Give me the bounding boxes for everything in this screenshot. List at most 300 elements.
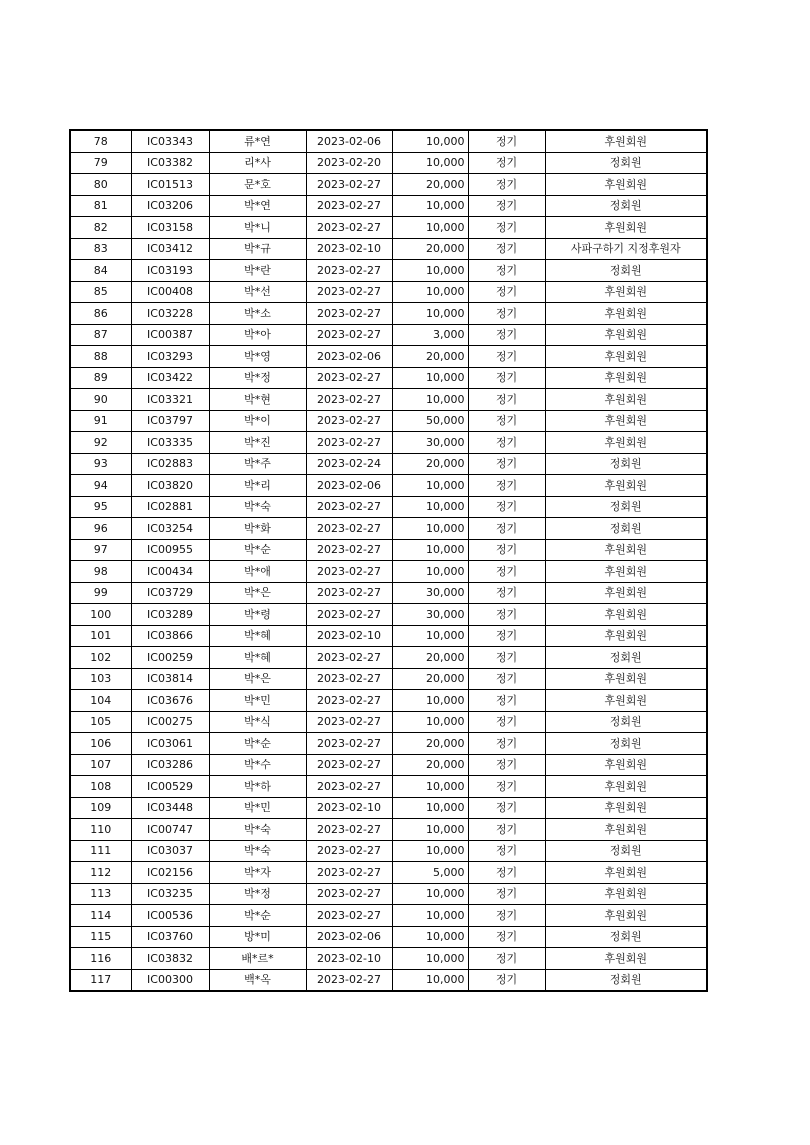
donor-id-cell: IC03228: [131, 303, 209, 325]
table-row: [70, 625, 707, 647]
donation-amount-cell: 10,000: [392, 496, 468, 518]
table-row: [70, 303, 707, 325]
donation-type-cell: 정기: [468, 432, 545, 454]
donation-amount-cell: 10,000: [392, 819, 468, 841]
donation-amount-cell: 20,000: [392, 346, 468, 368]
donor-name-cell: 박*수: [209, 754, 306, 776]
row-number-cell: 115: [70, 926, 131, 948]
donation-type-cell: 정기: [468, 604, 545, 626]
table-row: [70, 582, 707, 604]
donor-id-cell: IC00300: [131, 969, 209, 991]
donor-name-cell: 박*소: [209, 303, 306, 325]
donation-type-cell: 정기: [468, 690, 545, 712]
table-row: [70, 453, 707, 475]
table-row: [70, 647, 707, 669]
donation-date-cell: 2023-02-27: [306, 217, 392, 239]
donor-id-cell: IC03293: [131, 346, 209, 368]
row-number-cell: 106: [70, 733, 131, 755]
donation-date-cell: 2023-02-27: [306, 303, 392, 325]
member-category-cell: 후원회원: [545, 410, 707, 432]
member-category-cell: 후원회원: [545, 561, 707, 583]
donor-name-cell: 박*이: [209, 410, 306, 432]
donation-amount-cell: 10,000: [392, 539, 468, 561]
donor-table: [69, 129, 708, 992]
donation-type-cell: 정기: [468, 324, 545, 346]
member-category-cell: 정회원: [545, 969, 707, 991]
donation-date-cell: 2023-02-27: [306, 711, 392, 733]
donor-name-cell: 박*순: [209, 539, 306, 561]
donation-date-cell: 2023-02-27: [306, 862, 392, 884]
donor-name-cell: 박*연: [209, 195, 306, 217]
donor-name-cell: 박*선: [209, 281, 306, 303]
donation-type-cell: 정기: [468, 969, 545, 991]
donor-id-cell: IC03037: [131, 840, 209, 862]
row-number-cell: 113: [70, 883, 131, 905]
row-number-cell: 98: [70, 561, 131, 583]
donor-name-cell: 박*애: [209, 561, 306, 583]
row-number-cell: 110: [70, 819, 131, 841]
donor-id-cell: IC00434: [131, 561, 209, 583]
row-number-cell: 100: [70, 604, 131, 626]
row-number-cell: 84: [70, 260, 131, 282]
table-row: [70, 389, 707, 411]
member-category-cell: 사파구하기 지정후원자: [545, 238, 707, 260]
row-number-cell: 90: [70, 389, 131, 411]
donation-type-cell: 정기: [468, 130, 545, 152]
table-row: [70, 432, 707, 454]
row-number-cell: 81: [70, 195, 131, 217]
row-number-cell: 116: [70, 948, 131, 970]
donation-amount-cell: 10,000: [392, 281, 468, 303]
donation-type-cell: 정기: [468, 174, 545, 196]
table-row: [70, 539, 707, 561]
donation-amount-cell: 10,000: [392, 152, 468, 174]
donation-type-cell: 정기: [468, 496, 545, 518]
donation-amount-cell: 10,000: [392, 195, 468, 217]
table-row: [70, 367, 707, 389]
table-row: [70, 604, 707, 626]
donor-name-cell: 박*진: [209, 432, 306, 454]
donation-type-cell: 정기: [468, 647, 545, 669]
member-category-cell: 정회원: [545, 496, 707, 518]
row-number-cell: 108: [70, 776, 131, 798]
member-category-cell: 정회원: [545, 518, 707, 540]
member-category-cell: 후원회원: [545, 754, 707, 776]
member-category-cell: 후원회원: [545, 130, 707, 152]
donation-date-cell: 2023-02-27: [306, 819, 392, 841]
donor-name-cell: 박*숙: [209, 840, 306, 862]
donation-date-cell: 2023-02-27: [306, 518, 392, 540]
donation-type-cell: 정기: [468, 797, 545, 819]
donor-name-cell: 박*정: [209, 883, 306, 905]
row-number-cell: 104: [70, 690, 131, 712]
donor-id-cell: IC00275: [131, 711, 209, 733]
row-number-cell: 94: [70, 475, 131, 497]
donor-id-cell: IC00259: [131, 647, 209, 669]
row-number-cell: 79: [70, 152, 131, 174]
donation-type-cell: 정기: [468, 582, 545, 604]
table-row: [70, 754, 707, 776]
member-category-cell: 정회원: [545, 711, 707, 733]
donor-id-cell: IC03321: [131, 389, 209, 411]
member-category-cell: 후원회원: [545, 668, 707, 690]
row-number-cell: 105: [70, 711, 131, 733]
table-row: [70, 711, 707, 733]
member-category-cell: 후원회원: [545, 883, 707, 905]
donation-type-cell: 정기: [468, 840, 545, 862]
donation-date-cell: 2023-02-27: [306, 754, 392, 776]
donation-amount-cell: 20,000: [392, 733, 468, 755]
donation-type-cell: 정기: [468, 539, 545, 561]
donation-type-cell: 정기: [468, 453, 545, 475]
table-row: [70, 905, 707, 927]
donation-amount-cell: 10,000: [392, 561, 468, 583]
donation-amount-cell: 10,000: [392, 518, 468, 540]
donation-type-cell: 정기: [468, 668, 545, 690]
donation-amount-cell: 10,000: [392, 389, 468, 411]
table-row: [70, 217, 707, 239]
row-number-cell: 112: [70, 862, 131, 884]
table-row: [70, 733, 707, 755]
donation-date-cell: 2023-02-27: [306, 883, 392, 905]
donor-id-cell: IC02156: [131, 862, 209, 884]
donation-amount-cell: 10,000: [392, 883, 468, 905]
donor-id-cell: IC03729: [131, 582, 209, 604]
table-row: [70, 840, 707, 862]
donor-id-cell: IC03820: [131, 475, 209, 497]
member-category-cell: 후원회원: [545, 539, 707, 561]
donation-date-cell: 2023-02-27: [306, 260, 392, 282]
table-row: [70, 561, 707, 583]
donation-type-cell: 정기: [468, 475, 545, 497]
donation-amount-cell: 30,000: [392, 582, 468, 604]
donation-type-cell: 정기: [468, 346, 545, 368]
donor-id-cell: IC03814: [131, 668, 209, 690]
row-number-cell: 103: [70, 668, 131, 690]
donation-date-cell: 2023-02-27: [306, 668, 392, 690]
donation-amount-cell: 10,000: [392, 367, 468, 389]
donation-date-cell: 2023-02-27: [306, 733, 392, 755]
donor-id-cell: IC00747: [131, 819, 209, 841]
row-number-cell: 102: [70, 647, 131, 669]
donor-name-cell: 백*옥: [209, 969, 306, 991]
donation-type-cell: 정기: [468, 625, 545, 647]
donation-date-cell: 2023-02-10: [306, 797, 392, 819]
donor-id-cell: IC03206: [131, 195, 209, 217]
donor-name-cell: 박*영: [209, 346, 306, 368]
member-category-cell: 후원회원: [545, 905, 707, 927]
member-category-cell: 후원회원: [545, 174, 707, 196]
table-row: [70, 518, 707, 540]
member-category-cell: 정회원: [545, 453, 707, 475]
member-category-cell: 후원회원: [545, 217, 707, 239]
donor-id-cell: IC03286: [131, 754, 209, 776]
donation-date-cell: 2023-02-27: [306, 432, 392, 454]
member-category-cell: 후원회원: [545, 475, 707, 497]
donor-name-cell: 박*혜: [209, 647, 306, 669]
donor-id-cell: IC03193: [131, 260, 209, 282]
donation-type-cell: 정기: [468, 754, 545, 776]
donor-id-cell: IC03158: [131, 217, 209, 239]
row-number-cell: 83: [70, 238, 131, 260]
donation-amount-cell: 10,000: [392, 969, 468, 991]
donation-date-cell: 2023-02-06: [306, 130, 392, 152]
donation-amount-cell: 10,000: [392, 840, 468, 862]
donor-name-cell: 박*은: [209, 582, 306, 604]
donor-name-cell: 박*니: [209, 217, 306, 239]
donation-type-cell: 정기: [468, 410, 545, 432]
donor-name-cell: 박*정: [209, 367, 306, 389]
donor-name-cell: 박*령: [209, 604, 306, 626]
donation-amount-cell: 20,000: [392, 238, 468, 260]
donation-date-cell: 2023-02-27: [306, 389, 392, 411]
member-category-cell: 후원회원: [545, 690, 707, 712]
member-category-cell: 후원회원: [545, 862, 707, 884]
row-number-cell: 97: [70, 539, 131, 561]
donation-amount-cell: 30,000: [392, 604, 468, 626]
donation-type-cell: 정기: [468, 152, 545, 174]
donor-name-cell: 박*숙: [209, 496, 306, 518]
member-category-cell: 후원회원: [545, 625, 707, 647]
row-number-cell: 82: [70, 217, 131, 239]
donation-type-cell: 정기: [468, 948, 545, 970]
donor-id-cell: IC03335: [131, 432, 209, 454]
row-number-cell: 117: [70, 969, 131, 991]
donor-name-cell: 박*현: [209, 389, 306, 411]
table-row: [70, 883, 707, 905]
row-number-cell: 78: [70, 130, 131, 152]
member-category-cell: 후원회원: [545, 367, 707, 389]
donor-id-cell: IC03061: [131, 733, 209, 755]
donation-amount-cell: 10,000: [392, 303, 468, 325]
donation-date-cell: 2023-02-27: [306, 281, 392, 303]
donor-name-cell: 문*호: [209, 174, 306, 196]
donor-id-cell: IC03448: [131, 797, 209, 819]
donation-amount-cell: 10,000: [392, 260, 468, 282]
table-row: [70, 969, 707, 991]
donation-type-cell: 정기: [468, 776, 545, 798]
donation-type-cell: 정기: [468, 711, 545, 733]
donor-id-cell: IC03760: [131, 926, 209, 948]
member-category-cell: 정회원: [545, 260, 707, 282]
donation-amount-cell: 10,000: [392, 797, 468, 819]
member-category-cell: 정회원: [545, 152, 707, 174]
donation-type-cell: 정기: [468, 238, 545, 260]
donation-type-cell: 정기: [468, 389, 545, 411]
donation-amount-cell: 20,000: [392, 668, 468, 690]
donation-amount-cell: 10,000: [392, 948, 468, 970]
donation-date-cell: 2023-02-27: [306, 539, 392, 561]
donation-type-cell: 정기: [468, 281, 545, 303]
row-number-cell: 111: [70, 840, 131, 862]
donor-id-cell: IC00536: [131, 905, 209, 927]
donation-amount-cell: 10,000: [392, 625, 468, 647]
donor-id-cell: IC03797: [131, 410, 209, 432]
member-category-cell: 정회원: [545, 647, 707, 669]
donor-name-cell: 박*자: [209, 862, 306, 884]
row-number-cell: 92: [70, 432, 131, 454]
donor-table-body: [70, 130, 707, 991]
donation-amount-cell: 20,000: [392, 453, 468, 475]
table-row: [70, 346, 707, 368]
donation-amount-cell: 10,000: [392, 926, 468, 948]
row-number-cell: 87: [70, 324, 131, 346]
donation-date-cell: 2023-02-24: [306, 453, 392, 475]
table-row: [70, 496, 707, 518]
donation-type-cell: 정기: [468, 905, 545, 927]
donation-amount-cell: 10,000: [392, 711, 468, 733]
member-category-cell: 후원회원: [545, 303, 707, 325]
table-row: [70, 410, 707, 432]
donation-date-cell: 2023-02-27: [306, 195, 392, 217]
donor-name-cell: 박*숙: [209, 819, 306, 841]
donation-amount-cell: 10,000: [392, 776, 468, 798]
donation-type-cell: 정기: [468, 862, 545, 884]
donor-name-cell: 배*르*: [209, 948, 306, 970]
donor-name-cell: 박*규: [209, 238, 306, 260]
table-row: [70, 926, 707, 948]
donation-amount-cell: 10,000: [392, 690, 468, 712]
donor-id-cell: IC03382: [131, 152, 209, 174]
table-row: [70, 152, 707, 174]
donor-id-cell: IC03412: [131, 238, 209, 260]
table-row: [70, 260, 707, 282]
donation-type-cell: 정기: [468, 926, 545, 948]
donation-date-cell: 2023-02-27: [306, 647, 392, 669]
donor-name-cell: 박*민: [209, 797, 306, 819]
donor-name-cell: 박*순: [209, 905, 306, 927]
row-number-cell: 80: [70, 174, 131, 196]
donor-id-cell: IC00387: [131, 324, 209, 346]
row-number-cell: 114: [70, 905, 131, 927]
donor-id-cell: IC00529: [131, 776, 209, 798]
donation-type-cell: 정기: [468, 561, 545, 583]
donation-amount-cell: 30,000: [392, 432, 468, 454]
row-number-cell: 91: [70, 410, 131, 432]
donor-name-cell: 박*민: [209, 690, 306, 712]
row-number-cell: 89: [70, 367, 131, 389]
member-category-cell: 정회원: [545, 195, 707, 217]
donor-name-cell: 박*란: [209, 260, 306, 282]
donation-date-cell: 2023-02-27: [306, 604, 392, 626]
row-number-cell: 88: [70, 346, 131, 368]
donation-date-cell: 2023-02-06: [306, 475, 392, 497]
row-number-cell: 99: [70, 582, 131, 604]
table-row: [70, 690, 707, 712]
member-category-cell: 후원회원: [545, 346, 707, 368]
donor-name-cell: 박*은: [209, 668, 306, 690]
donation-type-cell: 정기: [468, 733, 545, 755]
donation-date-cell: 2023-02-10: [306, 238, 392, 260]
donation-type-cell: 정기: [468, 217, 545, 239]
member-category-cell: 후원회원: [545, 324, 707, 346]
donation-amount-cell: 20,000: [392, 754, 468, 776]
member-category-cell: 후원회원: [545, 797, 707, 819]
donation-date-cell: 2023-02-27: [306, 367, 392, 389]
donation-date-cell: 2023-02-27: [306, 582, 392, 604]
donation-type-cell: 정기: [468, 518, 545, 540]
row-number-cell: 86: [70, 303, 131, 325]
table-row: [70, 948, 707, 970]
donor-id-cell: IC01513: [131, 174, 209, 196]
donor-name-cell: 박*순: [209, 733, 306, 755]
table-row: [70, 668, 707, 690]
donation-amount-cell: 10,000: [392, 130, 468, 152]
donor-name-cell: 박*혜: [209, 625, 306, 647]
member-category-cell: 정회원: [545, 840, 707, 862]
donation-date-cell: 2023-02-27: [306, 969, 392, 991]
row-number-cell: 85: [70, 281, 131, 303]
member-category-cell: 후원회원: [545, 776, 707, 798]
donor-id-cell: IC03254: [131, 518, 209, 540]
table-row: [70, 797, 707, 819]
donor-name-cell: 박*식: [209, 711, 306, 733]
member-category-cell: 후원회원: [545, 582, 707, 604]
donor-id-cell: IC03866: [131, 625, 209, 647]
donation-type-cell: 정기: [468, 195, 545, 217]
donation-date-cell: 2023-02-27: [306, 776, 392, 798]
donation-type-cell: 정기: [468, 883, 545, 905]
donation-amount-cell: 5,000: [392, 862, 468, 884]
donation-amount-cell: 20,000: [392, 174, 468, 196]
row-number-cell: 96: [70, 518, 131, 540]
donor-name-cell: 박*화: [209, 518, 306, 540]
donor-name-cell: 박*하: [209, 776, 306, 798]
row-number-cell: 101: [70, 625, 131, 647]
donation-amount-cell: 10,000: [392, 217, 468, 239]
donation-date-cell: 2023-02-27: [306, 174, 392, 196]
member-category-cell: 정회원: [545, 733, 707, 755]
donation-date-cell: 2023-02-06: [306, 346, 392, 368]
donation-date-cell: 2023-02-27: [306, 561, 392, 583]
donation-date-cell: 2023-02-27: [306, 324, 392, 346]
member-category-cell: 정회원: [545, 926, 707, 948]
table-row: [70, 475, 707, 497]
donor-name-cell: 박*리: [209, 475, 306, 497]
donation-date-cell: 2023-02-27: [306, 690, 392, 712]
donation-date-cell: 2023-02-27: [306, 496, 392, 518]
table-row: [70, 324, 707, 346]
donor-id-cell: IC03422: [131, 367, 209, 389]
member-category-cell: 후원회원: [545, 604, 707, 626]
table-row: [70, 174, 707, 196]
member-category-cell: 후원회원: [545, 389, 707, 411]
table-row: [70, 281, 707, 303]
donation-date-cell: 2023-02-10: [306, 625, 392, 647]
donor-id-cell: IC03676: [131, 690, 209, 712]
row-number-cell: 109: [70, 797, 131, 819]
donation-type-cell: 정기: [468, 819, 545, 841]
member-category-cell: 후원회원: [545, 819, 707, 841]
member-category-cell: 후원회원: [545, 432, 707, 454]
donor-id-cell: IC02883: [131, 453, 209, 475]
table-row: [70, 238, 707, 260]
donor-id-cell: IC00955: [131, 539, 209, 561]
donor-name-cell: 박*아: [209, 324, 306, 346]
row-number-cell: 107: [70, 754, 131, 776]
donation-date-cell: 2023-02-06: [306, 926, 392, 948]
row-number-cell: 93: [70, 453, 131, 475]
donation-date-cell: 2023-02-20: [306, 152, 392, 174]
donor-id-cell: IC00408: [131, 281, 209, 303]
donation-amount-cell: 50,000: [392, 410, 468, 432]
donation-amount-cell: 20,000: [392, 647, 468, 669]
donation-date-cell: 2023-02-27: [306, 840, 392, 862]
donation-amount-cell: 10,000: [392, 475, 468, 497]
donation-date-cell: 2023-02-10: [306, 948, 392, 970]
donor-id-cell: IC03343: [131, 130, 209, 152]
donor-id-cell: IC03832: [131, 948, 209, 970]
